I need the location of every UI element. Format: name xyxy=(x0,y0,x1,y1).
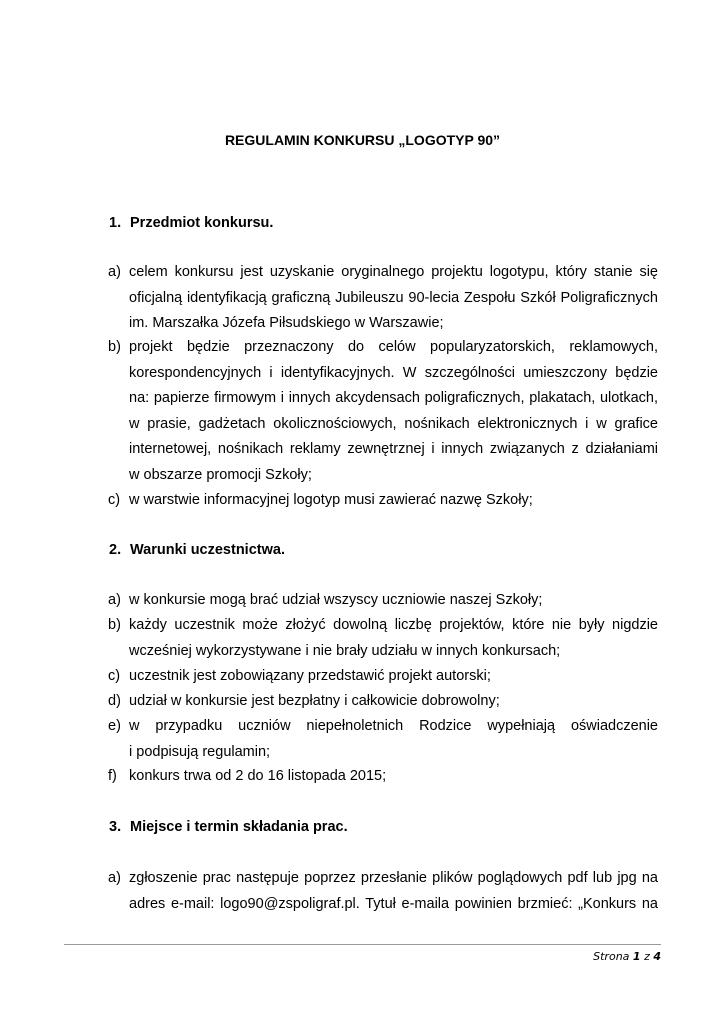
document-title: REGULAMIN KONKURSU „LOGOTYP 90” xyxy=(224,132,501,148)
text-line: w konkursie mogą brać udział wszyscy uczniowie naszej Szkoły; xyxy=(129,592,543,608)
list-marker: c) xyxy=(108,492,121,508)
text-line: adres e-mail: logo90@zspoligraf.pl. Tytuł e-maila powinien brzmieć: „Konkurs na xyxy=(129,895,658,912)
section-3-heading xyxy=(109,818,348,836)
text-line: każdy uczestnik może złożyć dowolną liczbę projektów, które nie były nigdzie xyxy=(129,617,658,633)
list-item xyxy=(108,335,658,489)
text-line: w warstwie informacyjnej logotyp musi zawierać nazwę Szkoły; xyxy=(129,492,533,508)
section-number: 1. xyxy=(109,215,122,231)
list-marker: a) xyxy=(108,264,121,280)
text-line: im. Marszałka Józefa Piłsudskiego w Warszawie; xyxy=(129,315,444,332)
text-line: udział w konkursie jest bezpłatny i całkowicie dobrowolny; xyxy=(129,693,500,709)
text-line: w prasie, gadżetach okolicznościowych, nośnikach elektronicznych i w grafice xyxy=(129,415,658,432)
text-line: oficjalną identyfikacją graficzną Jubileuszu 90-lecia Zespołu Szkół Poligraficznych xyxy=(129,289,658,306)
list-marker: e) xyxy=(108,718,121,734)
list-marker: c) xyxy=(108,668,121,684)
text-line: na: papierze firmowym i innych akcydensach poligraficznych, plakatach, ulotkach, xyxy=(129,390,658,407)
text-line: wcześniej wykorzystywane i nie brały udziału w innych konkursach; xyxy=(129,642,561,659)
text-line: zgłoszenie prac następuje poprzez przesłanie plików poglądowych pdf lub jpg na xyxy=(129,870,658,886)
list-item xyxy=(108,664,658,690)
text-line: konkurs trwa od 2 do 16 listopada 2015; xyxy=(129,768,387,784)
text-line: projekt będzie przeznaczony do celów popularyzatorskich, reklamowych, xyxy=(129,339,658,355)
list-item xyxy=(108,588,658,614)
text-line: w przypadku uczniów niepełnoletnich Rodzice wypełniają oświadczenie xyxy=(129,718,658,734)
page-number-footer xyxy=(593,950,661,964)
list-marker: b) xyxy=(108,339,121,355)
section-title: Warunki uczestnictwa. xyxy=(130,542,285,558)
footer-divider xyxy=(64,944,661,945)
list-marker: f) xyxy=(108,768,117,784)
section-number: 3. xyxy=(109,819,122,835)
list-marker: b) xyxy=(108,617,121,633)
list-item xyxy=(108,764,658,790)
section-2-heading xyxy=(109,541,285,559)
list-item xyxy=(108,260,658,337)
text-line: w obszarze promocji Szkoły; xyxy=(129,466,312,483)
list-marker: d) xyxy=(108,693,121,709)
list-item xyxy=(108,488,658,514)
page-label: Strona xyxy=(593,950,630,963)
section-1-heading xyxy=(109,214,273,232)
current-page: 1 xyxy=(632,950,641,963)
page-separator: z xyxy=(644,950,650,963)
section-title: Miejsce i termin składania prac. xyxy=(130,819,348,835)
text-line: i podpisują regulamin; xyxy=(129,743,271,760)
list-marker: a) xyxy=(108,870,121,886)
list-item xyxy=(108,689,658,715)
list-item xyxy=(108,866,658,917)
list-item xyxy=(108,613,658,664)
text-line: internetowej, nośnikach reklamy zewnętrznej i innych związanych z działaniami xyxy=(129,441,658,458)
list-item xyxy=(108,714,658,765)
section-title: Przedmiot konkursu. xyxy=(130,215,274,231)
text-line: uczestnik jest zobowiązany przedstawić projekt autorski; xyxy=(129,668,491,684)
list-marker: a) xyxy=(108,592,121,608)
section-number: 2. xyxy=(109,542,122,558)
total-pages: 4 xyxy=(653,950,661,963)
text-line: celem konkursu jest uzyskanie oryginalnego projektu logotypu, który stanie się xyxy=(129,264,658,280)
text-line: korespondencyjnych i identyfikacyjnych. W szczególności umieszczony będzie xyxy=(129,364,658,381)
